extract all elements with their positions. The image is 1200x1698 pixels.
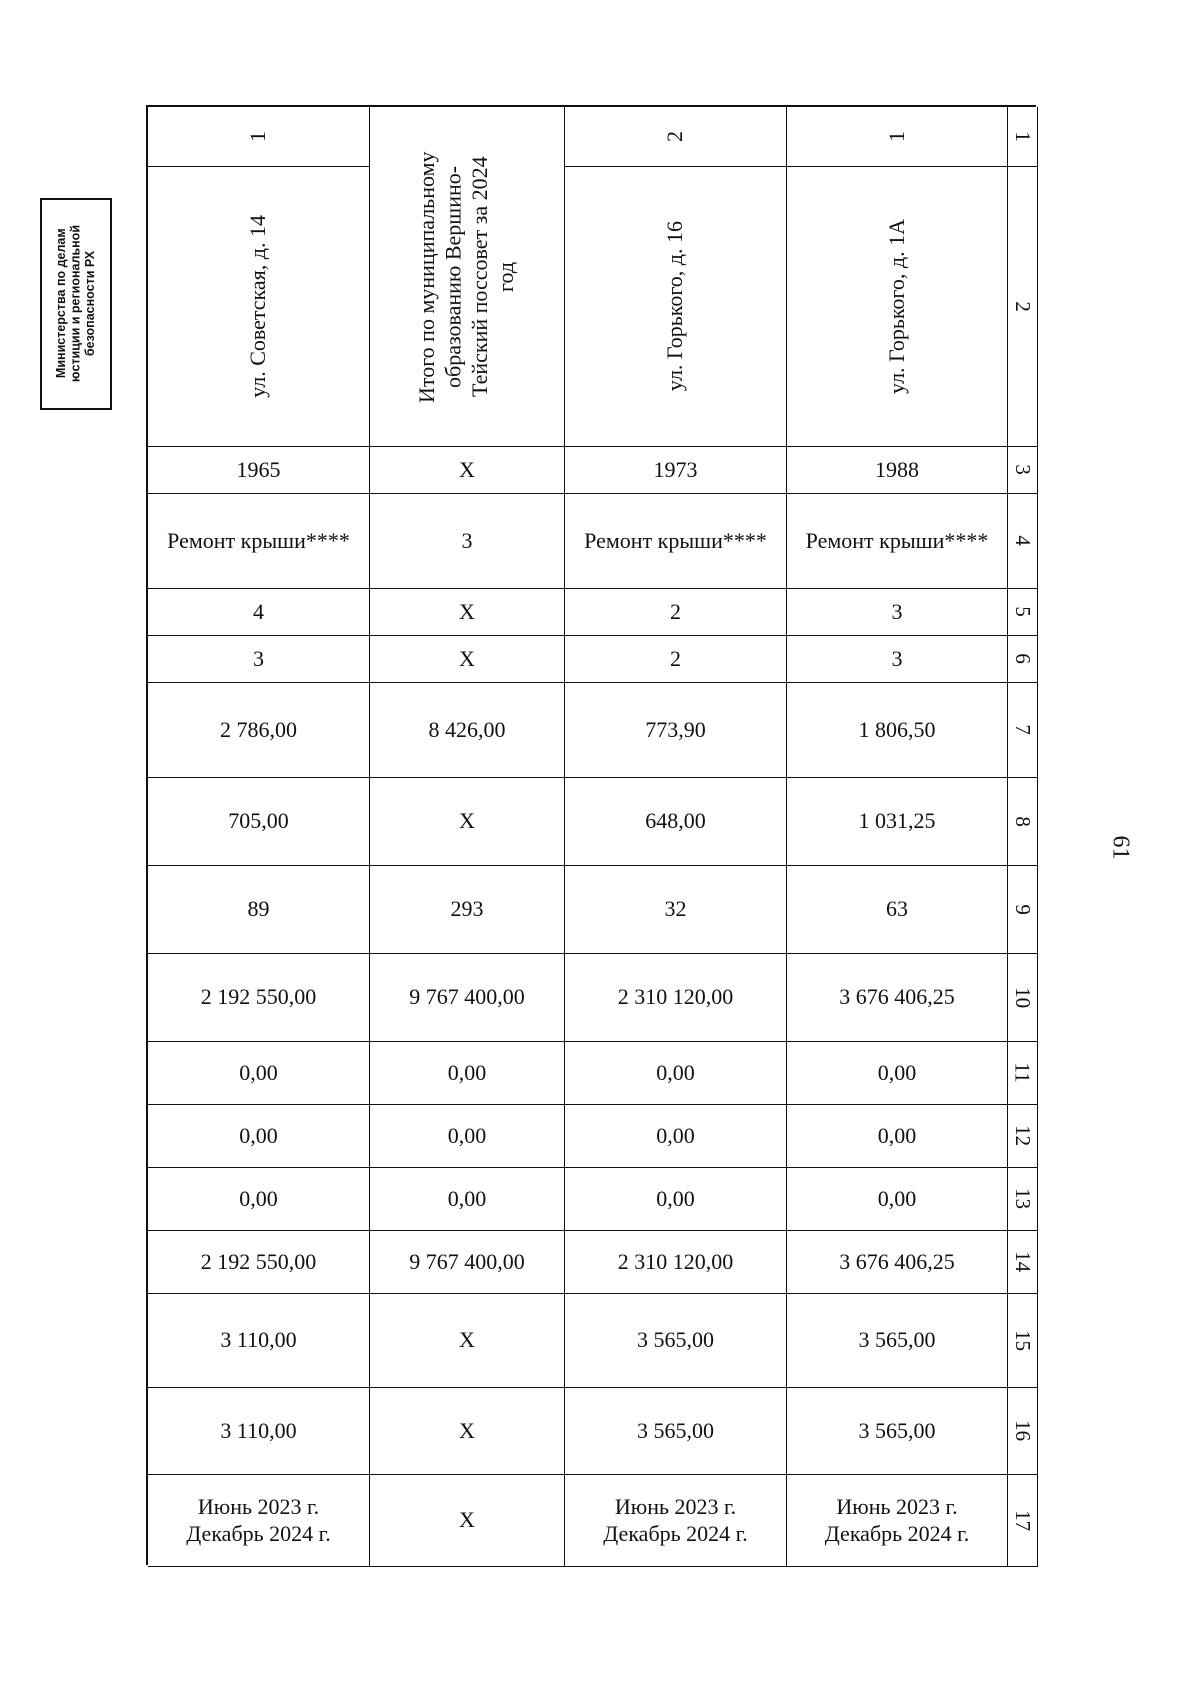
- column-number-8: [1008, 778, 1038, 866]
- column-number-3: [1008, 447, 1038, 494]
- table-cell-r11-c4: [787, 1042, 1008, 1105]
- cell-text: ул. Горького, д. 16: [662, 221, 688, 392]
- table-cell-r4-c4: [787, 494, 1008, 589]
- cell-text: 3: [461, 527, 473, 553]
- table-cell-r9-c3: [565, 866, 787, 954]
- cell-text: 293: [450, 896, 484, 922]
- table-cell-r6-c4: [787, 636, 1008, 683]
- table-cell-r16-c3: [565, 1388, 787, 1475]
- table-cell-r15-c2: [370, 1294, 565, 1388]
- cell-text: 3 565,00: [637, 1417, 714, 1443]
- cell-text: 3 565,00: [858, 1327, 936, 1353]
- table-cell-r14-c4: [787, 1231, 1008, 1294]
- cell-text: 1: [883, 131, 909, 142]
- table-cell-r6-c3: [565, 636, 787, 683]
- cell-text: 1965: [236, 456, 281, 482]
- cell-text: 9 767 400,00: [409, 1248, 525, 1274]
- table-cell-r3-c1: [148, 447, 370, 494]
- cell-text: 2 192 550,00: [200, 1248, 317, 1274]
- table-cell-r9-c2: [370, 866, 565, 954]
- registration-stamp: [40, 198, 112, 410]
- table-cell-r17-c1: [148, 1475, 370, 1567]
- cell-text: 0,00: [239, 1059, 278, 1085]
- cell-text: 11: [1011, 1062, 1036, 1084]
- cell-text: X: [459, 645, 475, 671]
- cell-text: 9: [1011, 904, 1036, 915]
- cell-text: 0,00: [877, 1059, 917, 1085]
- cell-text: 2: [670, 598, 681, 624]
- table-cell-r4-c2: [370, 494, 565, 589]
- stamp-text: Министерства по делам юстиции и региональной безопасности РХ: [54, 225, 98, 383]
- address-cell-3: [565, 167, 787, 447]
- cell-text: 3 565,00: [637, 1327, 714, 1353]
- table-cell-r5-c2: [370, 589, 565, 636]
- cell-text: 17: [1011, 1510, 1036, 1531]
- cell-text: 5: [1011, 606, 1036, 618]
- cell-text: 2 310 120,00: [617, 1248, 734, 1274]
- cell-text: Июнь 2023 г. Декабрь 2024 г.: [824, 1494, 970, 1546]
- cell-text: Июнь 2023 г. Декабрь 2024 г.: [603, 1494, 748, 1546]
- cell-text: 2 310 120,00: [617, 984, 734, 1010]
- table-cell-r15-c1: [148, 1294, 370, 1388]
- cell-text: 16: [1011, 1420, 1036, 1442]
- table-cell-r6-c2: [370, 636, 565, 683]
- page-number: 61: [1107, 835, 1134, 860]
- table-cell-r13-c2: [370, 1168, 565, 1231]
- table-cell-r4-c3: [565, 494, 787, 589]
- cell-text: 9 767 400,00: [409, 984, 525, 1010]
- cell-text: Июнь 2023 г. Декабрь 2024 г.: [186, 1494, 331, 1546]
- cell-text: 1973: [653, 456, 698, 482]
- cell-text: 3 110,00: [220, 1417, 297, 1443]
- cell-text: 1988: [875, 456, 919, 482]
- table-cell-r13-c1: [148, 1168, 370, 1231]
- cell-text: 89: [247, 896, 270, 922]
- table-cell-r4-c1: [148, 494, 370, 589]
- table-cell-r3-c3: [565, 447, 787, 494]
- table-cell-r5-c1: [148, 589, 370, 636]
- table-cell-r17-c4: [787, 1475, 1008, 1567]
- table-cell-r8-c3: [565, 778, 787, 866]
- cell-text: 13: [1011, 1188, 1036, 1210]
- table-cell-r13-c3: [565, 1168, 787, 1231]
- column-number-4: [1008, 494, 1038, 589]
- table-cell-r11-c3: [565, 1042, 787, 1105]
- cell-text: 3 676 406,25: [839, 1248, 955, 1274]
- column-number-6: [1008, 636, 1038, 683]
- cell-text: 0,00: [239, 1122, 278, 1148]
- column-number-12: [1008, 1105, 1038, 1168]
- column-number-13: [1008, 1168, 1038, 1231]
- cell-text: ул. Советская, д. 14: [245, 215, 271, 398]
- table-cell-r11-c1: [148, 1042, 370, 1105]
- table-cell-r12-c3: [565, 1105, 787, 1168]
- total-label-cell: [370, 107, 565, 447]
- cell-text: 705,00: [228, 808, 289, 834]
- cell-text: 1: [245, 131, 271, 142]
- table-cell-r10-c4: [787, 954, 1008, 1042]
- table-cell-r3-c4: [787, 447, 1008, 494]
- column-number-5: [1008, 589, 1038, 636]
- table-cell-r3-c2: [370, 447, 565, 494]
- cell-text: 0,00: [656, 1185, 695, 1211]
- column-number-17: [1008, 1475, 1038, 1567]
- cell-text: 1: [1011, 131, 1036, 142]
- table-cell-r7-c3: [565, 683, 787, 778]
- cell-text: 3: [891, 645, 903, 671]
- table-cell-r9-c1: [148, 866, 370, 954]
- cell-text: X: [459, 1327, 475, 1353]
- cell-text: 0,00: [447, 1059, 487, 1085]
- cell-text: 3: [253, 645, 264, 671]
- cell-text: 648,00: [645, 808, 706, 834]
- table-cell-r12-c4: [787, 1105, 1008, 1168]
- table-cell-r7-c4: [787, 683, 1008, 778]
- cell-text: 6: [1011, 653, 1036, 665]
- cell-text: 2 786,00: [220, 716, 297, 742]
- table-cell-r13-c4: [787, 1168, 1008, 1231]
- table-cell-r15-c4: [787, 1294, 1008, 1388]
- table-cell-r1-c3: [565, 107, 787, 167]
- table-cell-r5-c3: [565, 589, 787, 636]
- table-cell-r12-c2: [370, 1105, 565, 1168]
- column-number-16: [1008, 1388, 1038, 1475]
- column-number-15: [1008, 1294, 1038, 1388]
- table-cell-r17-c3: [565, 1475, 787, 1567]
- cell-text: 8: [1011, 816, 1036, 827]
- address-cell-4: [787, 167, 1008, 447]
- cell-text: 2: [662, 131, 688, 142]
- cell-text: 7: [1011, 724, 1036, 736]
- table-cell-r5-c4: [787, 589, 1008, 636]
- table-cell-r11-c2: [370, 1042, 565, 1105]
- table-cell-r6-c1: [148, 636, 370, 683]
- table-cell-r8-c2: [370, 778, 565, 866]
- cell-text: 8 426,00: [428, 716, 506, 742]
- cell-text: 1 031,25: [858, 808, 936, 834]
- column-number-14: [1008, 1231, 1038, 1294]
- cell-text: 3: [891, 598, 903, 624]
- cell-text: 3 565,00: [858, 1417, 936, 1443]
- table-cell-r1-c4: [787, 107, 1008, 167]
- table-cell-r8-c4: [787, 778, 1008, 866]
- column-number-9: [1008, 866, 1038, 954]
- cell-text: 14: [1011, 1251, 1036, 1273]
- cell-text: 3: [1011, 464, 1036, 476]
- table-cell-r14-c3: [565, 1231, 787, 1294]
- cell-text: X: [459, 598, 475, 624]
- table-cell-r9-c4: [787, 866, 1008, 954]
- table-cell-r14-c2: [370, 1231, 565, 1294]
- table-cell-r7-c2: [370, 683, 565, 778]
- table-cell-r7-c1: [148, 683, 370, 778]
- cell-text: 2 192 550,00: [200, 984, 317, 1010]
- cell-text: 10: [1011, 987, 1036, 1008]
- table-cell-r10-c2: [370, 954, 565, 1042]
- cell-text: 4: [253, 598, 264, 624]
- cell-text: 3 110,00: [220, 1327, 297, 1353]
- cell-text: 0,00: [447, 1122, 487, 1148]
- table-cell-r8-c1: [148, 778, 370, 866]
- column-number-7: [1008, 683, 1038, 778]
- table-cell-r15-c3: [565, 1294, 787, 1388]
- cell-text: Ремонт крыши****: [167, 527, 350, 553]
- column-number-1: [1008, 107, 1038, 167]
- column-number-11: [1008, 1042, 1038, 1105]
- cell-text: 0,00: [656, 1059, 695, 1085]
- table-cell-r14-c1: [148, 1231, 370, 1294]
- cell-text: 63: [886, 896, 908, 922]
- cell-text: 2: [670, 645, 681, 671]
- table-cell-r16-c2: [370, 1388, 565, 1475]
- cell-text: X: [459, 808, 475, 834]
- cell-text: 15: [1011, 1330, 1036, 1351]
- address-cell-1: [148, 167, 370, 447]
- cell-text: ул. Горького, д. 1А: [883, 219, 909, 394]
- table-cell-r10-c3: [565, 954, 787, 1042]
- cell-text: 12: [1011, 1125, 1036, 1147]
- cell-text: Ремонт крыши****: [805, 527, 989, 553]
- cell-text: 2: [1011, 301, 1036, 312]
- cell-text: 32: [664, 896, 687, 922]
- cell-text: 4: [1011, 535, 1036, 547]
- table-cell-r12-c1: [148, 1105, 370, 1168]
- table-cell-r16-c4: [787, 1388, 1008, 1475]
- cell-text: 0,00: [447, 1185, 487, 1211]
- cell-text: 773,90: [645, 716, 706, 742]
- table-cell-r1-c1: [148, 107, 370, 167]
- cell-text: 3 676 406,25: [839, 984, 955, 1010]
- cell-text: Ремонт крыши****: [584, 527, 767, 553]
- column-number-10: [1008, 954, 1038, 1042]
- cell-text: 0,00: [239, 1185, 278, 1211]
- column-number-2: [1008, 167, 1038, 447]
- cell-text: 0,00: [656, 1122, 695, 1148]
- cell-text: 0,00: [877, 1185, 917, 1211]
- total-label-text: Итого по муниципальному образованию Вершино-Тейский поссовет за 2024 год: [414, 150, 519, 403]
- cell-text: 0,00: [877, 1122, 917, 1148]
- table-cell-r16-c1: [148, 1388, 370, 1475]
- cell-text: X: [459, 1417, 475, 1443]
- table-cell-r10-c1: [148, 954, 370, 1042]
- cell-text: 1 806,50: [858, 716, 936, 742]
- cell-text: X: [459, 456, 475, 482]
- table-cell-r17-c2: [370, 1475, 565, 1567]
- cell-text: X: [459, 1507, 475, 1533]
- repair-table: [146, 105, 1036, 1565]
